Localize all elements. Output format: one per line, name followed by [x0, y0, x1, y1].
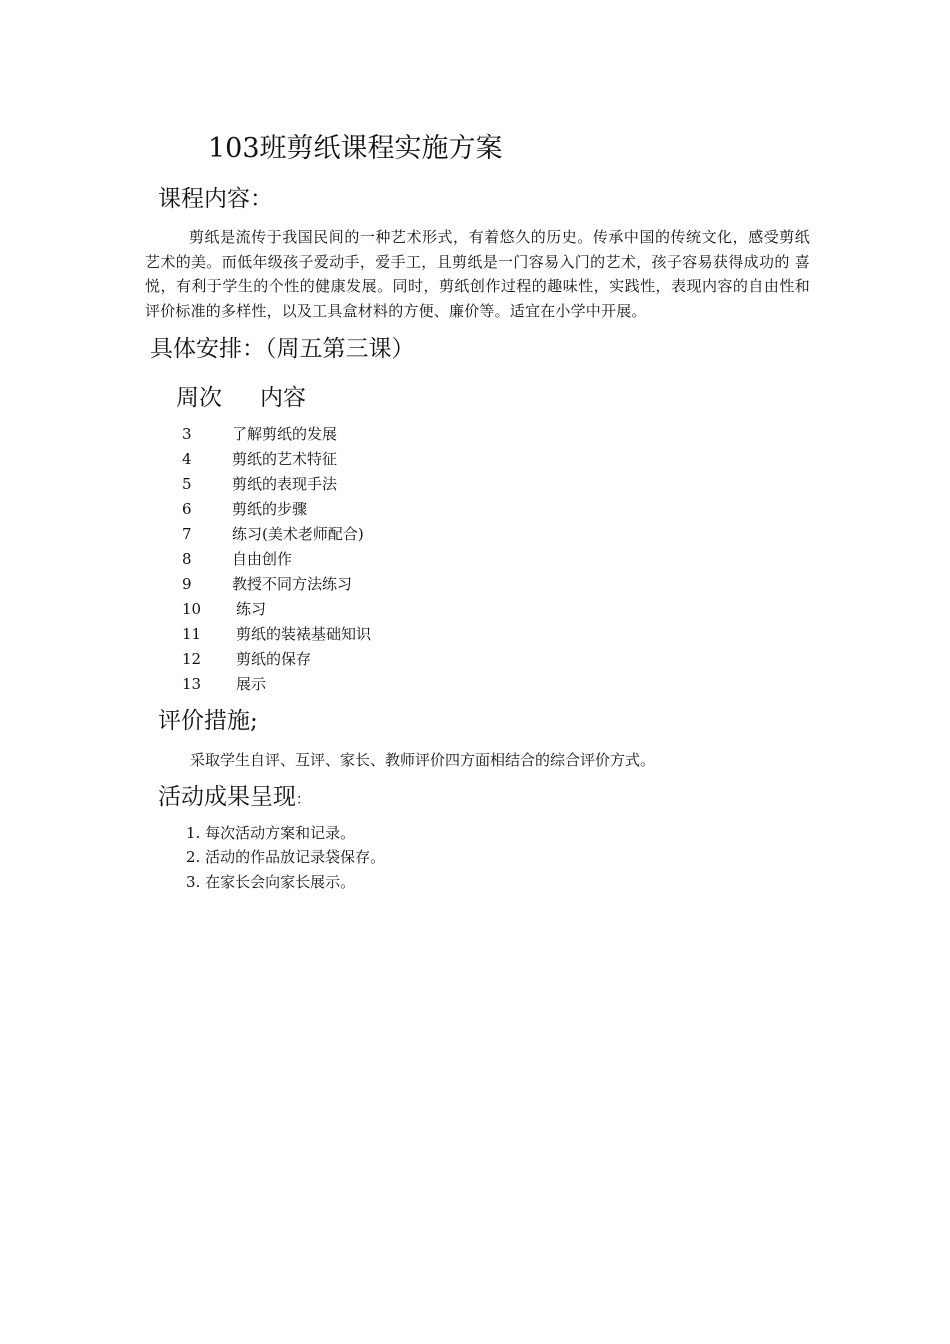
evaluation-text: 采取学生自评、互评、家长、教师评价四方面相结合的综合评价方式。	[190, 751, 656, 769]
document-title: 103班剪纸课程实施方案	[208, 133, 503, 164]
results-heading-wrap	[158, 781, 310, 816]
week-content: 剪纸的步骤	[232, 500, 308, 518]
week-number: 8	[182, 550, 192, 568]
table-row	[182, 547, 482, 572]
week-number: 11	[182, 625, 202, 643]
week-content: 自由创作	[232, 550, 293, 568]
week-content: 剪纸的保存	[236, 650, 312, 668]
week-content: 了解剪纸的发展	[232, 425, 338, 443]
evaluation-heading: 评价措施;	[158, 708, 258, 734]
list-item: 3. 在家长会向家长展示。	[186, 873, 356, 891]
table-row	[182, 447, 482, 472]
week-number: 6	[182, 500, 192, 518]
week-content: 剪纸的艺术特征	[232, 450, 338, 468]
table-row	[182, 422, 482, 447]
table-row	[182, 497, 482, 522]
week-content: 剪纸的表现手法	[232, 475, 338, 493]
schedule-column-week: 周次	[176, 385, 222, 411]
schedule-column-content: 内容	[260, 385, 306, 411]
week-number: 10	[182, 600, 202, 618]
week-number: 13	[182, 675, 202, 693]
results-heading-colon: ：	[296, 792, 310, 808]
week-number: 5	[182, 475, 192, 493]
week-number: 12	[182, 650, 202, 668]
table-row	[182, 472, 482, 497]
table-row	[182, 522, 482, 547]
week-content: 练习	[236, 600, 267, 618]
schedule-heading: 具体安排：（周五第三课）	[150, 336, 415, 362]
week-content: 展示	[236, 675, 267, 693]
content-heading: 课程内容：	[158, 186, 273, 212]
week-content: 剪纸的装裱基础知识	[236, 625, 372, 643]
week-content: 练习(美术老师配合)	[232, 525, 364, 543]
list-item: 1. 每次活动方案和记录。	[186, 824, 356, 842]
list-item: 2. 活动的作品放记录袋保存。	[186, 848, 386, 866]
week-number: 9	[182, 575, 192, 593]
table-row	[182, 672, 482, 697]
table-row	[182, 647, 482, 672]
content-paragraph: 剪纸是流传于我国民间的一种艺术形式，有着悠久的历史。传承中国的传统文化，感受剪纸艺术的美。而低年级孩子爱动手，爱手工，且剪纸是一门容易入门的艺术，孩子容易获得成功的 喜悦，有利于学生的个性的健康发展。同时，剪纸创作过程的趣味性，实践性，表现内容的自由性和评价标准的多样性，以及工具盒材料的方便、廉价等。适宜在小学中开展。	[145, 228, 810, 320]
week-number: 7	[182, 525, 192, 543]
table-row	[182, 622, 482, 647]
table-row	[182, 572, 482, 597]
results-heading: 活动成果呈现	[158, 784, 296, 810]
week-number: 4	[182, 450, 192, 468]
week-number: 3	[182, 425, 192, 443]
week-content: 教授不同方法练习	[232, 575, 353, 593]
table-row	[182, 597, 482, 622]
